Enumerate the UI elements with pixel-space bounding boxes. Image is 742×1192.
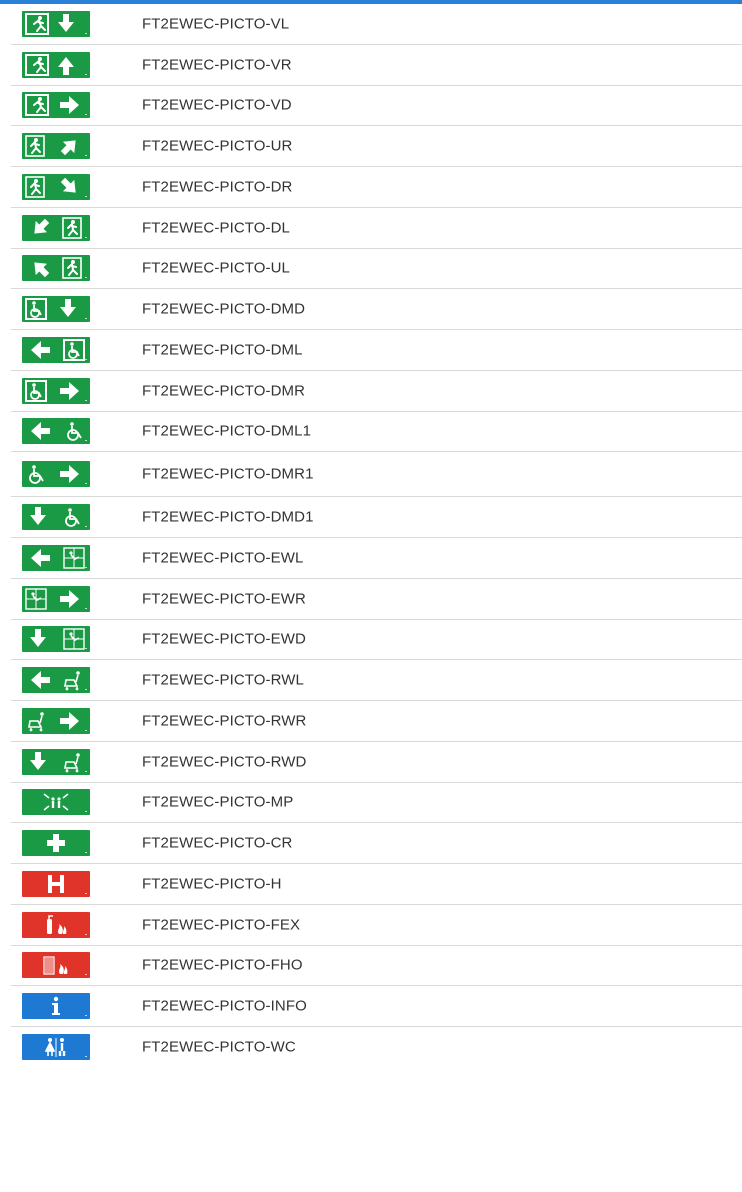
pictogram-table xyxy=(11,4,742,1068)
pictogram-code: FT2EWEC-PICTO-RWD xyxy=(142,753,307,771)
pictogram-code: FT2EWEC-PICTO-EWD xyxy=(142,630,306,648)
arrow-left-rescue-chair-icon xyxy=(22,667,90,693)
fire-hose-icon xyxy=(22,952,90,978)
table-row xyxy=(11,45,742,86)
pictogram-code: FT2EWEC-PICTO-DL xyxy=(142,219,290,237)
table-row xyxy=(11,783,742,824)
pictogram-code: FT2EWEC-PICTO-RWR xyxy=(142,712,307,730)
table-row xyxy=(11,4,742,45)
pictogram-code: FT2EWEC-PICTO-DMR xyxy=(142,382,306,400)
pictogram-code: FT2EWEC-PICTO-VL xyxy=(142,15,290,33)
arrow-left-wheelchair-box-icon xyxy=(22,337,90,363)
pictogram-code: FT2EWEC-PICTO-EWL xyxy=(142,549,304,567)
table-row xyxy=(11,620,742,661)
fire-extinguisher-icon xyxy=(22,912,90,938)
arrow-down-escape-window-icon xyxy=(22,626,90,652)
pictogram-code: FT2EWEC-PICTO-RWL xyxy=(142,671,304,689)
table-row xyxy=(11,986,742,1027)
pictogram-code: FT2EWEC-PICTO-DR xyxy=(142,178,293,196)
pictogram-code: FT2EWEC-PICTO-DMR1 xyxy=(142,465,314,483)
information-icon xyxy=(22,993,90,1019)
exit-door-left-arrow-up-icon xyxy=(22,52,90,78)
pictogram-code: FT2EWEC-PICTO-DML1 xyxy=(142,422,312,440)
escape-window-arrow-right-icon xyxy=(22,586,90,612)
exit-door-left-arrow-right-icon xyxy=(22,92,90,118)
pictogram-code: FT2EWEC-PICTO-DMD1 xyxy=(142,508,314,526)
table-row xyxy=(11,864,742,905)
rescue-chair-arrow-right-icon xyxy=(22,708,90,734)
pictogram-code: FT2EWEC-PICTO-H xyxy=(142,875,282,893)
table-row xyxy=(11,946,742,987)
arrow-down-rescue-chair-icon xyxy=(22,749,90,775)
wheelchair-arrow-right-icon xyxy=(22,461,90,487)
pictogram-code: FT2EWEC-PICTO-VD xyxy=(142,96,292,114)
table-row xyxy=(11,208,742,249)
pictogram-code: FT2EWEC-PICTO-FEX xyxy=(142,916,301,934)
table-row xyxy=(11,538,742,579)
running-man-arrow-up-right-icon xyxy=(22,133,90,159)
pictogram-code: FT2EWEC-PICTO-INFO xyxy=(142,997,307,1015)
table-row xyxy=(11,86,742,127)
running-man-arrow-down-right-icon xyxy=(22,174,90,200)
table-row xyxy=(11,497,742,538)
pictogram-code: FT2EWEC-PICTO-CR xyxy=(142,834,293,852)
table-row xyxy=(11,1027,742,1068)
arrow-left-wheelchair-icon xyxy=(22,418,90,444)
arrow-down-wheelchair-icon xyxy=(22,504,90,530)
table-row xyxy=(11,660,742,701)
arrow-left-escape-window-icon xyxy=(22,545,90,571)
table-row xyxy=(11,289,742,330)
arrow-down-left-running-man-icon xyxy=(22,215,90,241)
table-row xyxy=(11,701,742,742)
pictogram-code: FT2EWEC-PICTO-UR xyxy=(142,137,293,155)
table-row xyxy=(11,412,742,453)
pictogram-code: FT2EWEC-PICTO-EWR xyxy=(142,590,306,608)
table-row xyxy=(11,823,742,864)
pictogram-code: FT2EWEC-PICTO-MP xyxy=(142,793,294,811)
pictogram-code: FT2EWEC-PICTO-WC xyxy=(142,1038,296,1056)
wheelchair-box-arrow-down-icon xyxy=(22,296,90,322)
table-row xyxy=(11,371,742,412)
pictogram-code: FT2EWEC-PICTO-VR xyxy=(142,56,292,74)
table-row xyxy=(11,126,742,167)
pictogram-code: FT2EWEC-PICTO-DMD xyxy=(142,300,306,318)
table-row xyxy=(11,330,742,371)
first-aid-cross-icon xyxy=(22,830,90,856)
pictogram-code: FT2EWEC-PICTO-FHO xyxy=(142,956,303,974)
toilet-icon xyxy=(22,1034,90,1060)
hydrant-h-icon xyxy=(22,871,90,897)
table-row xyxy=(11,249,742,290)
table-row xyxy=(11,452,742,497)
arrow-up-left-running-man-icon xyxy=(22,255,90,281)
wheelchair-box-arrow-right-icon xyxy=(22,378,90,404)
pictogram-code: FT2EWEC-PICTO-UL xyxy=(142,259,290,277)
exit-door-left-arrow-down-icon xyxy=(22,11,90,37)
table-row xyxy=(11,579,742,620)
table-row xyxy=(11,742,742,783)
table-row xyxy=(11,167,742,208)
assembly-point-icon xyxy=(22,789,90,815)
table-row xyxy=(11,905,742,946)
pictogram-code: FT2EWEC-PICTO-DML xyxy=(142,341,303,359)
